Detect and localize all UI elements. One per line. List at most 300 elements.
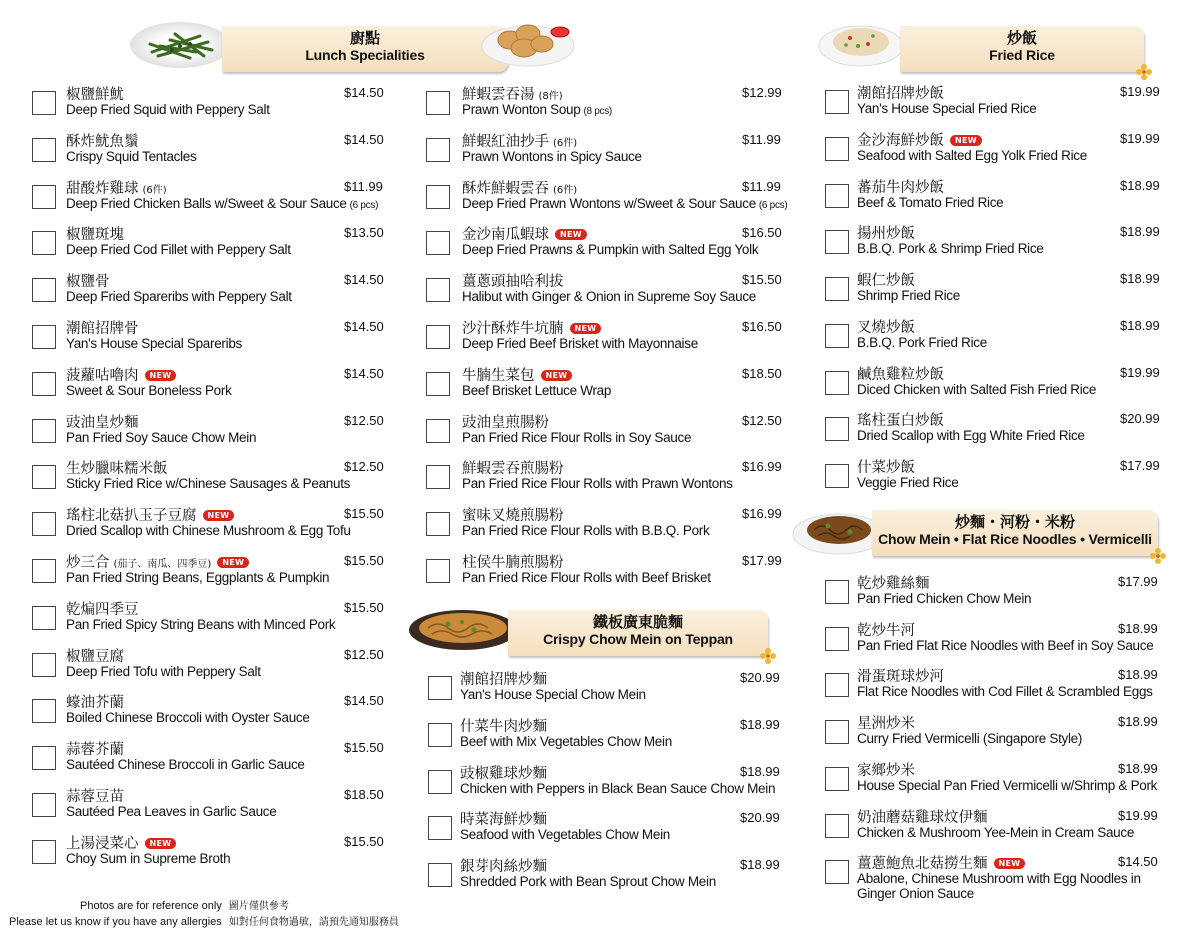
dish-price: $18.99 xyxy=(1118,667,1158,683)
dish-name-en-text: Deep Fried Tofu with Peppery Salt xyxy=(66,663,261,679)
order-checkbox[interactable] xyxy=(32,606,56,630)
dish-name-en-text: Yan's House Special Fried Rice xyxy=(857,101,1037,116)
menu-item xyxy=(400,857,800,903)
dish-name-en-text: Deep Fried Spareribs with Peppery Salt xyxy=(66,289,292,305)
dish-name-en-text: Prawn Wontons in Spicy Sauce xyxy=(462,148,642,164)
order-checkbox[interactable] xyxy=(428,723,452,747)
dish-name-en xyxy=(66,710,310,725)
menu-item xyxy=(400,670,800,716)
portion-note-zh: (茄子、南瓜、四季豆) xyxy=(113,559,212,570)
dish-name-zh xyxy=(857,269,915,290)
dish-name-en xyxy=(66,851,230,866)
menu-item xyxy=(0,647,400,693)
menu-item xyxy=(800,621,1200,667)
dish-price: $15.50 xyxy=(344,599,384,615)
menu-item xyxy=(0,225,400,271)
menu-item xyxy=(0,693,400,739)
dish-price: $18.99 xyxy=(1120,271,1160,286)
dish-price: $20.99 xyxy=(740,810,780,826)
dish-name-zh xyxy=(66,317,139,338)
dish-price: $17.99 xyxy=(742,553,782,568)
menu-item xyxy=(800,411,1200,457)
dish-name-en xyxy=(857,335,987,350)
dish-name-en xyxy=(857,684,1153,699)
menu-item xyxy=(400,413,800,459)
dish-name-zh-text: 上湯浸菜心 xyxy=(66,835,139,852)
menu-item xyxy=(0,413,400,459)
order-checkbox[interactable] xyxy=(32,138,56,162)
dish-name-zh xyxy=(66,645,124,666)
dish-name-en-text: Crispy Squid Tentacles xyxy=(66,148,197,164)
order-checkbox[interactable] xyxy=(426,185,450,209)
order-checkbox[interactable] xyxy=(825,324,849,348)
dish-name-en-text: B.B.Q. Pork & Shrimp Fried Rice xyxy=(857,241,1044,257)
dish-name-zh-text: 時菜海鮮炒麵 xyxy=(460,812,547,829)
portion-note-zh: (6件) xyxy=(142,184,167,196)
menu-item xyxy=(800,854,1200,900)
section-title-en: Chow Mein • Flat Rice Noodles • Vermicelli xyxy=(878,531,1152,547)
dish-name-en xyxy=(857,428,1085,443)
dish-name-zh xyxy=(462,504,564,525)
fried-rice-banner xyxy=(900,26,1144,72)
dish-name-en-line2: Ginger Onion Sauce xyxy=(857,886,974,902)
dish-name-en-text: Dried Scallop with Chinese Mushroom & Egg Tofu xyxy=(66,523,351,539)
dish-name-zh xyxy=(857,806,988,827)
dish-name-en-text: Pan Fried Chicken Chow Mein xyxy=(857,591,1032,606)
dish-price: $16.99 xyxy=(742,506,782,522)
dish-name-en xyxy=(460,781,775,796)
order-checkbox[interactable] xyxy=(32,699,56,723)
dish-name-zh-text: 什菜炒飯 xyxy=(857,460,915,476)
new-badge: NEW xyxy=(203,510,235,521)
order-checkbox[interactable] xyxy=(426,278,450,302)
dish-name-zh xyxy=(462,317,601,338)
dish-price: $18.99 xyxy=(1120,317,1160,333)
dish-name-zh-text: 星洲炒米 xyxy=(857,716,915,733)
order-checkbox[interactable] xyxy=(428,770,452,794)
dish-name-zh xyxy=(66,411,139,432)
menu-item xyxy=(800,761,1200,807)
dish-name-zh xyxy=(462,411,549,432)
menu-item xyxy=(0,553,400,599)
dish-name-zh xyxy=(857,82,944,103)
dish-price: $12.99 xyxy=(742,85,782,100)
new-badge: NEW xyxy=(555,229,587,240)
crispy-chow-mein-teppan-banner xyxy=(508,610,768,656)
order-checkbox[interactable] xyxy=(32,465,56,489)
dish-price: $18.99 xyxy=(1120,177,1160,193)
dish-name-en-text: Beef with Mix Vegetables Chow Mein xyxy=(460,733,672,749)
photo-disclaimer-zh: 圖片僅供參考 xyxy=(228,901,289,912)
dish-name-zh-text: 奶油蘑菇雞球炆伊麵 xyxy=(857,809,988,826)
order-checkbox[interactable] xyxy=(825,230,849,254)
dish-price: $15.50 xyxy=(344,833,384,849)
dish-name-en xyxy=(66,476,350,491)
order-checkbox[interactable] xyxy=(32,793,56,817)
dish-price: $16.50 xyxy=(742,319,782,334)
dish-name-zh-text: 叉燒炒飯 xyxy=(857,319,915,336)
dish-price: $12.50 xyxy=(742,412,782,428)
order-checkbox[interactable] xyxy=(426,419,450,443)
lunch-specialities-banner xyxy=(222,26,508,72)
order-checkbox[interactable] xyxy=(825,277,849,301)
dish-name-zh xyxy=(857,222,915,243)
dish-name-zh xyxy=(462,270,564,291)
dish-name-en-text: Pan Fried Rice Flour Rolls with Prawn Wontons xyxy=(462,476,733,492)
dish-name-zh-text: 瑤柱蛋白炒飯 xyxy=(857,413,944,430)
dish-name-en-text: Beef & Tomato Fried Rice xyxy=(857,194,1004,210)
dish-name-zh xyxy=(460,808,547,829)
menu-item xyxy=(0,459,400,505)
dish-name-en xyxy=(462,430,691,445)
order-checkbox[interactable] xyxy=(426,512,450,536)
dish-name-zh xyxy=(66,270,110,291)
dish-name-zh-text: 蠔油芥蘭 xyxy=(66,695,124,712)
dish-name-zh-text: 菠蘿咕嚕肉 xyxy=(66,367,139,384)
dish-name-zh xyxy=(857,409,944,430)
dish-name-zh-text: 蜜味叉燒煎腸粉 xyxy=(462,508,564,525)
dish-name-zh xyxy=(460,855,547,876)
dish-name-zh-text: 滑蛋斑球炒河 xyxy=(857,669,944,686)
dish-name-en-text: Pan Fried Soy Sauce Chow Mein xyxy=(66,429,257,445)
order-checkbox[interactable] xyxy=(825,90,849,114)
dish-price: $14.50 xyxy=(344,131,384,147)
dish-price: $18.99 xyxy=(740,716,780,732)
menu-item xyxy=(800,458,1200,504)
dish-name-en-text: Deep Fried Beef Brisket with Mayonnaise xyxy=(462,336,698,351)
order-checkbox[interactable] xyxy=(426,559,450,583)
dish-price: $19.99 xyxy=(1120,84,1160,99)
dish-price: $19.99 xyxy=(1120,130,1160,146)
dish-name-en-text: Shrimp Fried Rice xyxy=(857,288,960,303)
dish-name-en xyxy=(462,570,711,585)
dish-name-zh-text: 酥炸鮮蝦雲吞 xyxy=(462,180,549,197)
section-title-en: Lunch Specialities xyxy=(305,47,425,63)
menu-item xyxy=(400,319,800,365)
dish-name-en xyxy=(462,383,611,398)
dish-name-zh-text: 蒜蓉芥蘭 xyxy=(66,742,124,759)
order-checkbox[interactable] xyxy=(825,371,849,395)
order-checkbox[interactable] xyxy=(825,137,849,161)
order-checkbox[interactable] xyxy=(32,91,56,115)
dish-name-en-text: Yan's House Special Spareribs xyxy=(66,336,242,351)
photo-disclaimer-en: Photos are for reference only xyxy=(80,900,222,912)
dish-name-en-text: Beef Brisket Lettuce Wrap xyxy=(462,382,612,398)
dish-price: $15.50 xyxy=(344,740,384,756)
dish-name-zh xyxy=(462,364,572,385)
dish-name-en xyxy=(66,804,276,819)
dish-name-zh xyxy=(66,738,124,759)
order-checkbox[interactable] xyxy=(426,138,450,162)
dish-name-en xyxy=(462,523,709,538)
photo-disclaimer xyxy=(80,897,289,912)
dish-name-zh-text: 潮館招牌骨 xyxy=(66,321,139,337)
section-title-en: Fried Rice xyxy=(989,47,1055,63)
dish-price: $12.50 xyxy=(344,646,384,662)
menu-item xyxy=(0,132,400,178)
dish-name-zh-text: 瑤柱北菇扒玉子豆腐 xyxy=(66,508,197,525)
dish-name-en xyxy=(66,149,196,164)
menu-item xyxy=(0,740,400,786)
menu-item xyxy=(400,132,800,178)
order-checkbox[interactable] xyxy=(32,231,56,255)
menu-item xyxy=(400,764,800,810)
dish-name-zh-text: 豉油皇炒麵 xyxy=(66,414,139,431)
dish-price: $20.99 xyxy=(1120,411,1160,427)
new-badge: NEW xyxy=(145,370,177,381)
dish-name-en xyxy=(857,778,1157,793)
dish-name-en xyxy=(462,149,642,164)
dish-name-zh xyxy=(462,223,587,244)
menu-item xyxy=(0,834,400,880)
order-checkbox[interactable] xyxy=(428,863,452,887)
order-checkbox[interactable] xyxy=(426,91,450,115)
dish-name-zh xyxy=(66,130,139,151)
dish-name-en xyxy=(66,196,378,211)
order-checkbox[interactable] xyxy=(825,627,849,651)
order-checkbox[interactable] xyxy=(32,746,56,770)
dish-name-en xyxy=(857,195,1003,210)
dish-price: $14.50 xyxy=(344,365,384,381)
menu-item xyxy=(0,319,400,365)
order-checkbox[interactable] xyxy=(32,653,56,677)
dish-name-zh-text: 豉油皇煎腸粉 xyxy=(462,414,549,431)
dish-price: $11.99 xyxy=(742,131,781,147)
dish-name-zh xyxy=(857,619,915,640)
dish-name-en xyxy=(66,664,261,679)
dish-name-en xyxy=(857,288,960,303)
dish-name-zh xyxy=(66,83,124,104)
menu-item xyxy=(800,365,1200,411)
teppan-noodles-dish-image xyxy=(408,604,518,652)
order-checkbox[interactable] xyxy=(825,184,849,208)
dish-name-zh xyxy=(460,668,547,689)
menu-item xyxy=(800,131,1200,177)
dish-name-en xyxy=(857,591,1031,606)
dish-name-zh xyxy=(857,129,982,150)
dish-price: $18.99 xyxy=(740,763,780,779)
flower-ornament-icon xyxy=(1150,548,1166,564)
dish-name-zh xyxy=(857,572,930,593)
dish-name-en-text: Pan Fried String Beans, Eggplants & Pumpkin xyxy=(66,570,330,585)
dish-name-en xyxy=(462,102,612,117)
dish-name-zh xyxy=(460,715,547,736)
order-checkbox[interactable] xyxy=(825,580,849,604)
flower-ornament-icon xyxy=(760,648,776,664)
dish-name-zh xyxy=(857,852,1025,873)
order-checkbox[interactable] xyxy=(32,372,56,396)
order-checkbox[interactable] xyxy=(32,278,56,302)
dish-name-zh-text: 豉椒雞球炒麵 xyxy=(460,765,547,782)
menu-item xyxy=(800,271,1200,317)
dish-name-en-text: Deep Fried Prawns & Pumpkin with Salted Egg Yolk xyxy=(462,242,759,258)
allergy-notice-en: Please let us know if you have any allergies xyxy=(9,916,222,928)
dish-name-en-text: Seafood with Vegetables Chow Mein xyxy=(460,827,670,843)
portion-note-en: (8 pcs) xyxy=(583,106,612,117)
dish-name-zh xyxy=(857,712,915,733)
order-checkbox[interactable] xyxy=(825,720,849,744)
flower-ornament-icon xyxy=(1136,64,1152,80)
dish-name-en-text: Deep Fried Squid with Peppery Salt xyxy=(66,102,270,117)
dish-name-en-text: Halibut with Ginger & Onion in Supreme Soy Sauce xyxy=(462,289,757,305)
order-checkbox[interactable] xyxy=(428,816,452,840)
dish-name-en-text: Pan Fried Rice Flour Rolls with Beef Brisket xyxy=(462,570,711,585)
dish-name-zh-text: 金沙南瓜蝦球 xyxy=(462,227,549,244)
dish-name-en xyxy=(462,196,787,211)
dish-name-en xyxy=(460,827,670,842)
menu-item xyxy=(800,808,1200,854)
dish-name-zh xyxy=(857,363,944,384)
menu-item xyxy=(800,714,1200,760)
chow-mein-noodles-banner xyxy=(872,510,1158,556)
dish-name-en xyxy=(66,102,270,117)
dish-name-en-text: Chicken & Mushroom Yee-Mein in Cream Sauce xyxy=(857,824,1135,840)
order-checkbox[interactable] xyxy=(32,840,56,864)
new-badge: NEW xyxy=(145,838,177,849)
dish-name-en-text: Pan Fried Rice Flour Rolls in Soy Sauce xyxy=(462,429,692,445)
dish-name-en xyxy=(857,638,1153,653)
dish-name-zh-text: 牛腩生菜包 xyxy=(462,367,535,384)
dish-price: $14.50 xyxy=(344,693,384,709)
dish-name-zh xyxy=(462,551,564,572)
dish-name-zh xyxy=(857,759,915,780)
dish-name-en xyxy=(66,289,292,304)
dish-name-zh-text: 椒鹽鮮魷 xyxy=(66,87,124,103)
menu-item xyxy=(800,667,1200,713)
order-checkbox[interactable] xyxy=(32,185,56,209)
dish-name-en xyxy=(66,617,335,632)
dish-name-en-text: Shredded Pork with Bean Sprout Chow Mein xyxy=(460,874,716,890)
new-badge: NEW xyxy=(570,323,602,334)
dish-name-zh-text: 乾炒雞絲麵 xyxy=(857,576,930,592)
dish-name-en xyxy=(857,148,1087,163)
order-checkbox[interactable] xyxy=(32,512,56,536)
dish-name-en-text: Seafood with Salted Egg Yolk Fried Rice xyxy=(857,147,1087,163)
order-checkbox[interactable] xyxy=(32,559,56,583)
dish-name-en-text: Pan Fried Spicy String Beans with Minced Pork xyxy=(66,616,336,632)
menu-item xyxy=(400,459,800,505)
fried-rice-dish-image xyxy=(818,18,904,68)
dish-name-zh xyxy=(462,457,564,478)
menu-item xyxy=(400,506,800,552)
order-checkbox[interactable] xyxy=(426,231,450,255)
dish-name-en-text: Deep Fried Prawn Wontons w/Sweet & Sour Sauce xyxy=(462,195,756,211)
menu-item xyxy=(0,600,400,646)
order-checkbox[interactable] xyxy=(426,465,450,489)
dish-name-zh-text: 椒鹽斑塊 xyxy=(66,227,124,244)
dish-name-en xyxy=(857,382,1096,397)
order-checkbox[interactable] xyxy=(426,372,450,396)
dish-price: $11.99 xyxy=(742,178,781,194)
dish-price: $16.99 xyxy=(742,459,782,475)
dish-name-en xyxy=(462,476,733,491)
dish-name-en xyxy=(66,336,242,351)
dish-name-zh xyxy=(857,316,915,337)
menu-item xyxy=(800,84,1200,130)
dish-name-en-text: Pan Fried Rice Flour Rolls with B.B.Q. Pork xyxy=(462,523,710,539)
dish-name-zh xyxy=(462,130,577,151)
dish-name-en-text: Sautéed Chinese Broccoli in Garlic Sauce xyxy=(66,757,305,773)
dish-name-zh-text: 酥炸魷魚鬚 xyxy=(66,133,139,150)
portion-note-zh: (6件) xyxy=(553,184,578,196)
dish-name-en xyxy=(66,383,232,398)
order-checkbox[interactable] xyxy=(825,860,849,884)
dish-name-zh xyxy=(66,504,234,525)
dish-name-en-text: B.B.Q. Pork Fried Rice xyxy=(857,334,987,350)
dish-name-en xyxy=(66,523,351,538)
portion-note-en: (6 pcs) xyxy=(349,199,379,211)
dish-name-zh xyxy=(460,762,547,783)
dish-name-en-text: Prawn Wonton Soup xyxy=(462,102,581,117)
section-title-zh: 炒麵・河粉・米粉 xyxy=(954,513,1075,531)
order-checkbox[interactable] xyxy=(825,814,849,838)
dish-name-en-text: Deep Fried Chicken Balls w/Sweet & Sour Sauce xyxy=(66,195,347,211)
menu-item xyxy=(400,272,800,318)
dish-price: $18.99 xyxy=(740,857,780,873)
dish-name-zh-text: 生炒臘味糯米飯 xyxy=(66,461,168,478)
dish-name-zh-text: 潮館招牌炒麵 xyxy=(460,672,547,688)
green-beans-dish-image xyxy=(130,22,230,68)
dish-name-en xyxy=(462,242,758,257)
dish-price: $19.99 xyxy=(1120,364,1160,380)
menu-item xyxy=(800,574,1200,620)
order-checkbox[interactable] xyxy=(825,673,849,697)
dish-price: $18.50 xyxy=(344,787,384,802)
order-checkbox[interactable] xyxy=(32,419,56,443)
dish-name-zh xyxy=(462,177,577,198)
dish-name-en xyxy=(66,430,256,445)
menu-item xyxy=(800,318,1200,364)
dish-name-en-text: Deep Fried Cod Fillet with Peppery Salt xyxy=(66,242,291,258)
dish-name-zh-text: 家鄉炒米 xyxy=(857,762,915,779)
dish-price: $11.99 xyxy=(344,178,383,194)
dish-price: $19.99 xyxy=(1118,807,1158,823)
dish-name-zh xyxy=(66,457,168,478)
dish-name-zh xyxy=(66,785,124,806)
dish-name-zh-text: 甜酸炸雞球 xyxy=(66,180,139,197)
order-checkbox[interactable] xyxy=(825,417,849,441)
menu-item xyxy=(800,178,1200,224)
dish-price: $15.50 xyxy=(344,553,384,568)
dish-name-zh-text: 沙汁酥炸牛坑腩 xyxy=(462,321,564,337)
dish-name-zh xyxy=(66,832,176,853)
dish-name-zh-text: 鮮蝦雲吞煎腸粉 xyxy=(462,461,564,478)
section-title-en: Crispy Chow Mein on Teppan xyxy=(543,631,733,647)
order-checkbox[interactable] xyxy=(32,325,56,349)
dish-name-zh-text: 椒鹽豆腐 xyxy=(66,648,124,665)
dish-name-zh-text: 柱侯牛腩煎腸粉 xyxy=(462,555,564,571)
dish-price: $18.99 xyxy=(1118,620,1158,636)
dish-name-en-text: Dried Scallop with Egg White Fried Rice xyxy=(857,428,1085,444)
order-checkbox[interactable] xyxy=(825,767,849,791)
dish-name-zh xyxy=(462,83,563,104)
dish-name-zh-text: 蝦仁炒飯 xyxy=(857,273,915,289)
dish-price: $15.50 xyxy=(344,506,384,522)
menu-item xyxy=(0,85,400,131)
order-checkbox[interactable] xyxy=(426,325,450,349)
dish-price: $12.50 xyxy=(344,459,384,475)
dish-price: $18.99 xyxy=(1118,714,1158,730)
order-checkbox[interactable] xyxy=(825,464,849,488)
dish-name-en-text: Veggie Fried Rice xyxy=(857,475,959,490)
dish-name-en-text: Choy Sum in Supreme Broth xyxy=(66,850,231,866)
dish-price: $15.50 xyxy=(742,272,782,288)
menu-item xyxy=(400,553,800,599)
order-checkbox[interactable] xyxy=(428,676,452,700)
dish-name-en-text: Sticky Fried Rice w/Chinese Sausages & Peanuts xyxy=(66,476,351,492)
section-title-zh: 炒飯 xyxy=(1006,29,1037,47)
dish-name-zh-text: 炒三合 xyxy=(66,555,110,571)
